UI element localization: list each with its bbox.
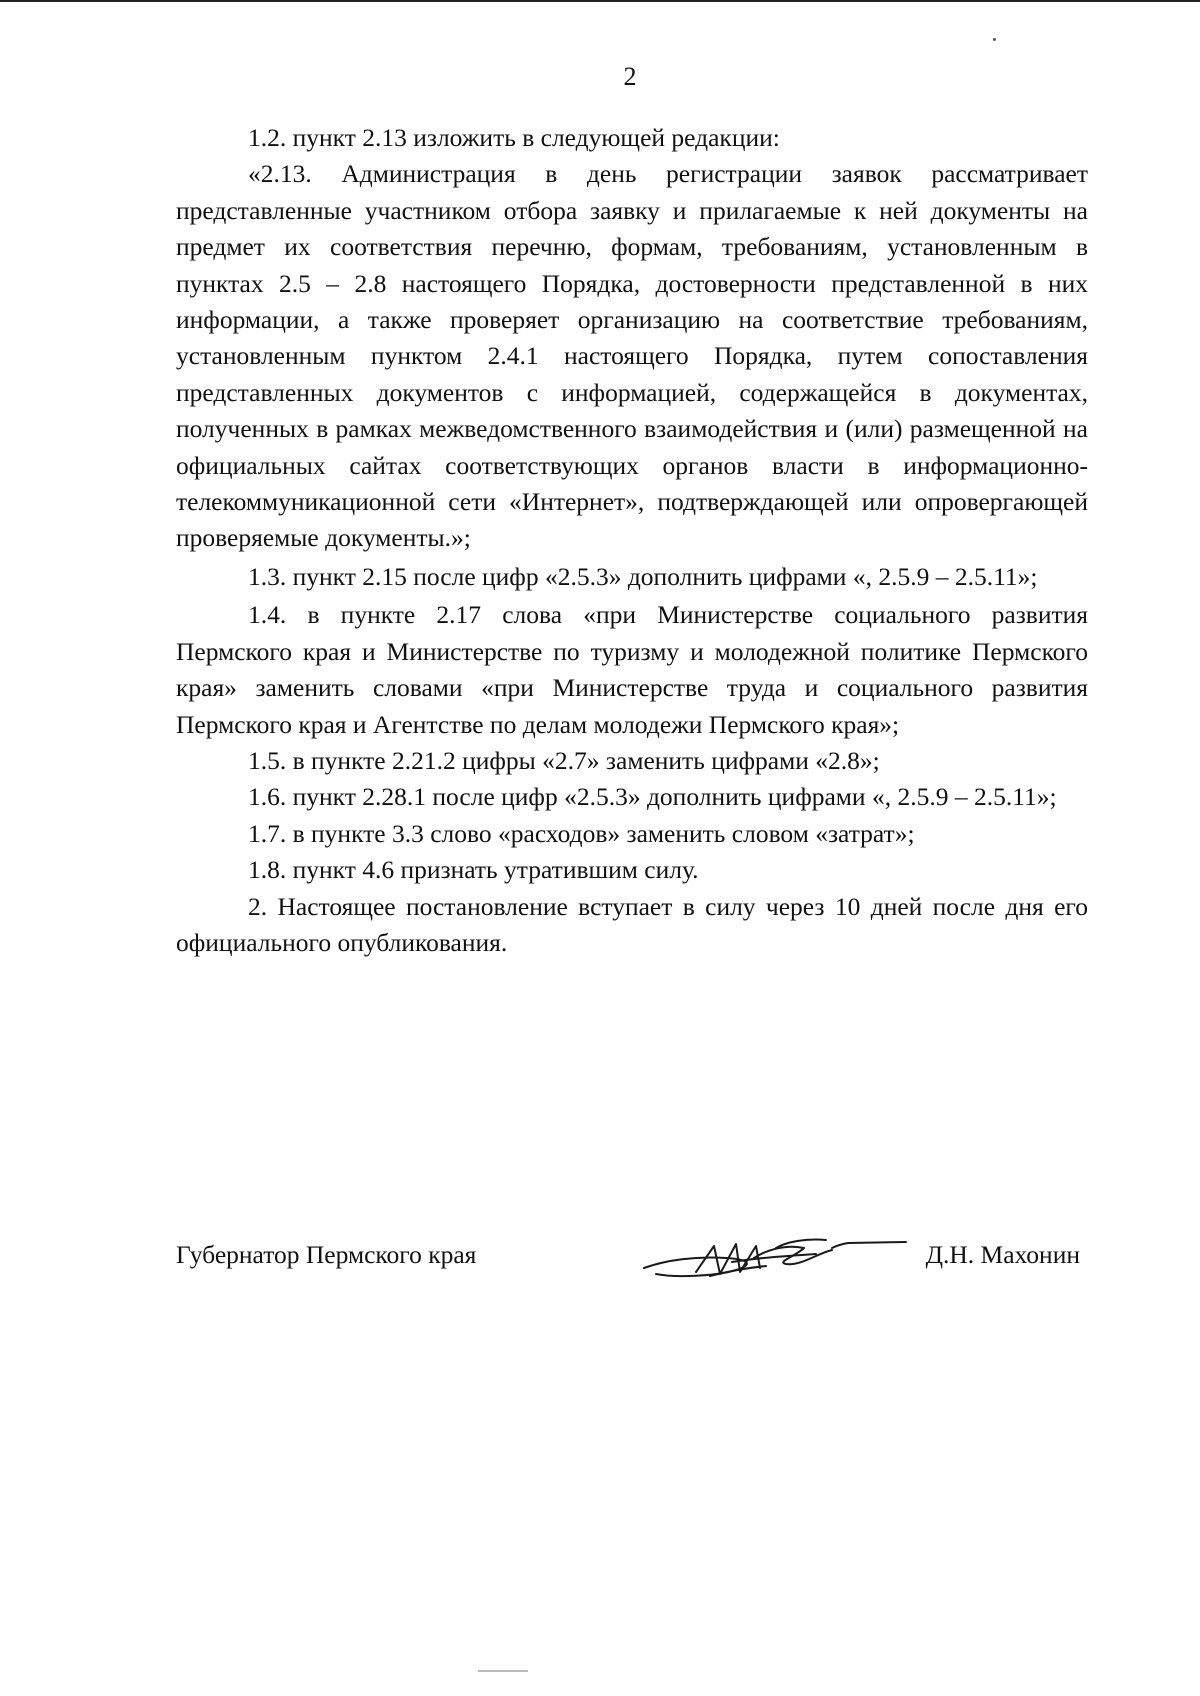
paragraph-1-3: 1.3. пункт 2.15 после цифр «2.5.3» дополнить цифрами «, 2.5.9 – 2.5.11»; — [248, 561, 1038, 591]
paragraph-2-13-text: «2.13. Администрация в день регистрации заявок рассматривает представленные участником отбора заявку и прилагаемые к ней документы на предмет их соответствия перечню, формам, требованиям, установленным в пунктах 2.5 – 2.8 настоящего Порядка, достоверности представленной в них информации, а также проверяет организацию на соответствие требованиям, установленным пунктом 2.4.1 настоящего Порядка, путем сопоставления представленных документов с информацией, содержащейся в документах, полученных в рамках межведомственного взаимодействия и (или) размещенной на официальных сайтах соответствующих органов власти в информационно-телекоммуникационной сети «Интернет», подтверждающей или опровергающей проверяемые документы.»; — [176, 159, 1088, 553]
scan-speck — [478, 1670, 528, 1672]
signature-block — [176, 1234, 1088, 1294]
page-number: 2 — [623, 62, 637, 91]
paragraph-1-8: 1.8. пункт 4.6 признать утратившим силу. — [248, 855, 699, 885]
document-body — [176, 120, 1088, 961]
signatory-name: Д.Н. Махонин — [925, 1240, 1080, 1269]
paragraph-1-4: 1.4. в пункте 2.17 слова «при Министерстве социального развития Пермского края и Министерстве по туризму и молодежной политике Пермского края» заменить словами «при Министерстве труда и социального развития Пермского края и Агентстве по делам молодежи Пермского края»; — [176, 600, 1088, 739]
paragraph-1-5: 1.5. в пункте 2.21.2 цифры «2.7» заменить цифрами «2.8»; — [248, 745, 880, 775]
handwritten-signature — [636, 1228, 916, 1288]
signatory-position: Губернатор Пермского края — [176, 1240, 477, 1269]
scan-speck — [993, 38, 996, 41]
paragraph-1-6: 1.6. пункт 2.28.1 после цифр «2.5.3» дополнить цифрами «, 2.5.9 – 2.5.11»; — [248, 782, 1057, 812]
paragraph-2: 2. Настоящее постановление вступает в силу через 10 дней после дня его официального опубликования. — [176, 891, 1088, 957]
paragraph-1-2: 1.2. пункт 2.13 изложить в следующей редакции: — [248, 123, 780, 152]
paragraph-1-7: 1.7. в пункте 3.3 слово «расходов» заменить словом «затрат»; — [248, 818, 915, 848]
